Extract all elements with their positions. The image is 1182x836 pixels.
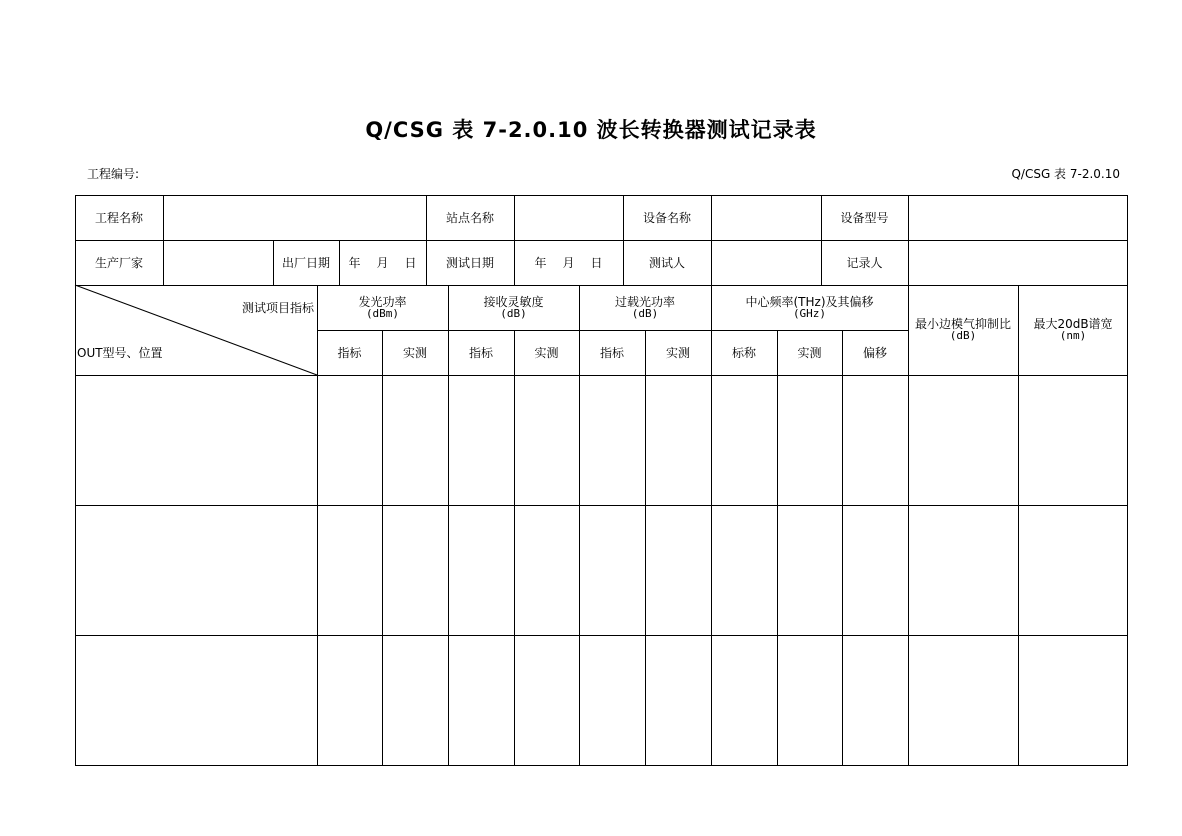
- device-name-label: 设备名称: [642, 210, 691, 225]
- tx-spec-header: 指标: [337, 345, 362, 360]
- table-row[interactable]: [75, 635, 1128, 765]
- device-model-label: 设备型号: [840, 210, 889, 225]
- device-model-value[interactable]: [908, 195, 1128, 240]
- overload-power-header: 过载光功率 (dB): [614, 294, 675, 320]
- freq-offset-header: 偏移: [862, 345, 887, 360]
- project-name-label: 工程名称: [94, 210, 143, 225]
- day-label: 日: [404, 255, 417, 270]
- table-row[interactable]: [75, 375, 1128, 505]
- station-name-value[interactable]: [514, 195, 623, 240]
- tx-measured-header: 实测: [402, 345, 427, 360]
- tester-value[interactable]: [711, 240, 821, 285]
- recorder-value[interactable]: [908, 240, 1128, 285]
- overload-measured-header: 实测: [665, 345, 690, 360]
- page-title: Q/CSG 表 7-2.0.10 波长转换器测试记录表: [365, 118, 817, 142]
- recorder-label: 记录人: [846, 255, 883, 270]
- test-date-label: 测试日期: [445, 255, 494, 270]
- rx-spec-header: 指标: [468, 345, 493, 360]
- manufacturer-value[interactable]: [163, 240, 273, 285]
- day-label: 日: [590, 255, 603, 270]
- manufacturer-label: 生产厂家: [94, 255, 143, 270]
- year-label: 年: [534, 255, 547, 270]
- factory-date-label: 出厂日期: [281, 255, 330, 270]
- rx-measured-header: 实测: [534, 345, 559, 360]
- freq-nominal-header: 标称: [731, 345, 756, 360]
- diag-header-bottom: OUT型号、位置: [77, 346, 163, 360]
- smsr-header: 最小边模气抑制比 (dB): [914, 317, 1011, 342]
- diag-header-top: 测试项目指标: [241, 301, 314, 315]
- test-date-value[interactable]: [514, 240, 623, 285]
- diagonal-divider: [75, 285, 317, 375]
- freq-measured-header: 实测: [797, 345, 822, 360]
- device-name-value[interactable]: [711, 195, 821, 240]
- factory-date-value[interactable]: [339, 240, 426, 285]
- overload-spec-header: 指标: [599, 345, 624, 360]
- table-row[interactable]: [75, 505, 1128, 635]
- tester-label: 测试人: [648, 255, 685, 270]
- project-number-label: 工程编号:: [87, 167, 140, 181]
- month-label: 月: [562, 255, 575, 270]
- project-name-value[interactable]: [163, 195, 426, 240]
- station-name-label: 站点名称: [445, 210, 494, 225]
- center-frequency-header: 中心频率(THz)及其偏移 (GHz): [745, 294, 874, 320]
- bandwidth-header: 最大20dB谱宽 (nm): [1033, 317, 1113, 342]
- rx-sensitivity-header: 接收灵敏度 (dB): [483, 294, 544, 320]
- month-label: 月: [376, 255, 389, 270]
- year-label: 年: [348, 255, 361, 270]
- tx-power-header: 发光功率 (dBm): [358, 294, 407, 320]
- form-code: Q/CSG 表 7-2.0.10: [1011, 167, 1120, 181]
